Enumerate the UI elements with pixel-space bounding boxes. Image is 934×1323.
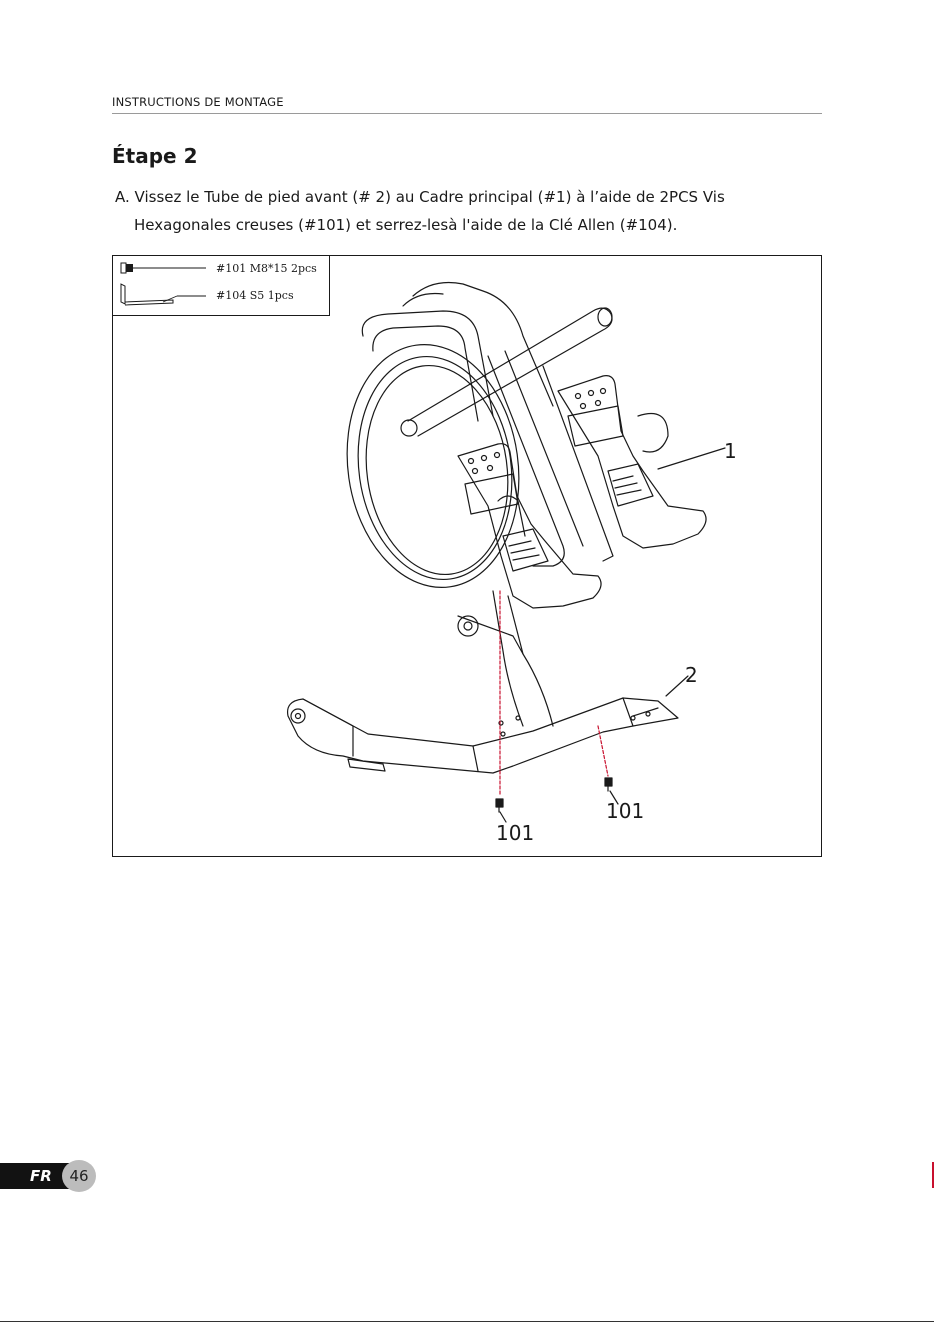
hex-bolt-left: [496, 799, 503, 812]
callout-1: 1: [724, 439, 737, 463]
parts-legend: [113, 256, 330, 316]
footrest-right: [558, 376, 706, 548]
part-label-104: #104 S5 1pcs: [216, 289, 294, 302]
assembly-drawing: [113, 256, 821, 856]
step-title: Étape 2: [112, 144, 198, 168]
water-tank: [332, 333, 534, 598]
instruction-line-1: A. Vissez le Tube de pied avant (# 2) au Cadre principal (#1) à l’aide de 2PCS Vis: [115, 188, 725, 206]
instruction-line-2: Hexagonales creuses (#101) et serrez-lesà l'aide de la Clé Allen (#104).: [134, 216, 678, 234]
section-title: INSTRUCTIONS DE MONTAGE: [112, 95, 284, 109]
header-divider: [112, 113, 822, 114]
front-foot-tube: [288, 698, 678, 773]
allen-key-icon: [121, 284, 206, 305]
callout-101-left: 101: [496, 821, 535, 845]
callout-101-right: 101: [606, 799, 645, 823]
hex-bolt-right: [605, 778, 612, 791]
page-number: 46: [69, 1167, 89, 1185]
alignment-line-right: [598, 726, 608, 776]
front-support: [458, 591, 553, 726]
callout-2: 2: [685, 663, 698, 687]
hex-bolt-icon: [121, 263, 206, 273]
bottom-rule: [0, 1321, 934, 1322]
footrest-left: [458, 444, 601, 608]
main-frame: [362, 283, 613, 567]
instruction-text: [115, 183, 815, 239]
assembly-figure: [112, 255, 822, 857]
leader-line-1: [658, 448, 725, 469]
language-code: FR: [30, 1167, 52, 1185]
part-label-101: #101 M8*15 2pcs: [216, 262, 317, 275]
